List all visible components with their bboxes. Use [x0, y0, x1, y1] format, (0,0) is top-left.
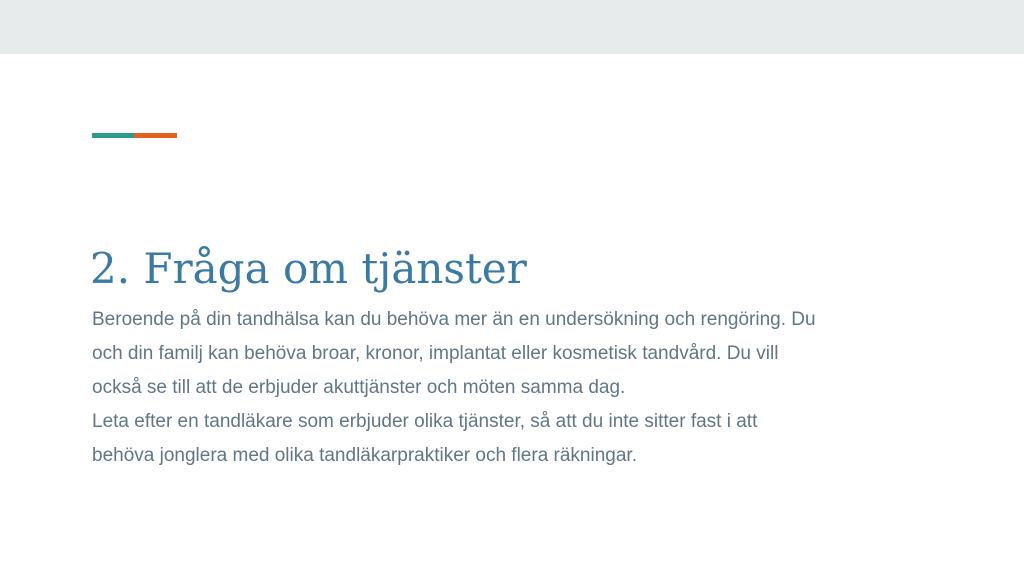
slide-body [92, 303, 952, 473]
slide-title: 2. Fråga om tjänster [90, 244, 527, 293]
accent-bar-orange [134, 133, 177, 138]
accent-bar [92, 133, 177, 138]
body-line: och din familj kan behöva broar, kronor, implantat eller kosmetisk tandvård. Du vill [92, 343, 779, 364]
body-line: Beroende på din tandhälsa kan du behöva mer än en undersökning och rengöring. Du [92, 309, 816, 330]
accent-bar-teal [92, 133, 134, 138]
body-line: också se till att de erbjuder akuttjänster och möten samma dag. [92, 377, 626, 398]
body-line: behöva jonglera med olika tandläkarpraktiker och flera räkningar. [92, 445, 637, 466]
top-band [0, 0, 1024, 54]
body-line: Leta efter en tandläkare som erbjuder olika tjänster, så att du inte sitter fast i att [92, 411, 758, 432]
